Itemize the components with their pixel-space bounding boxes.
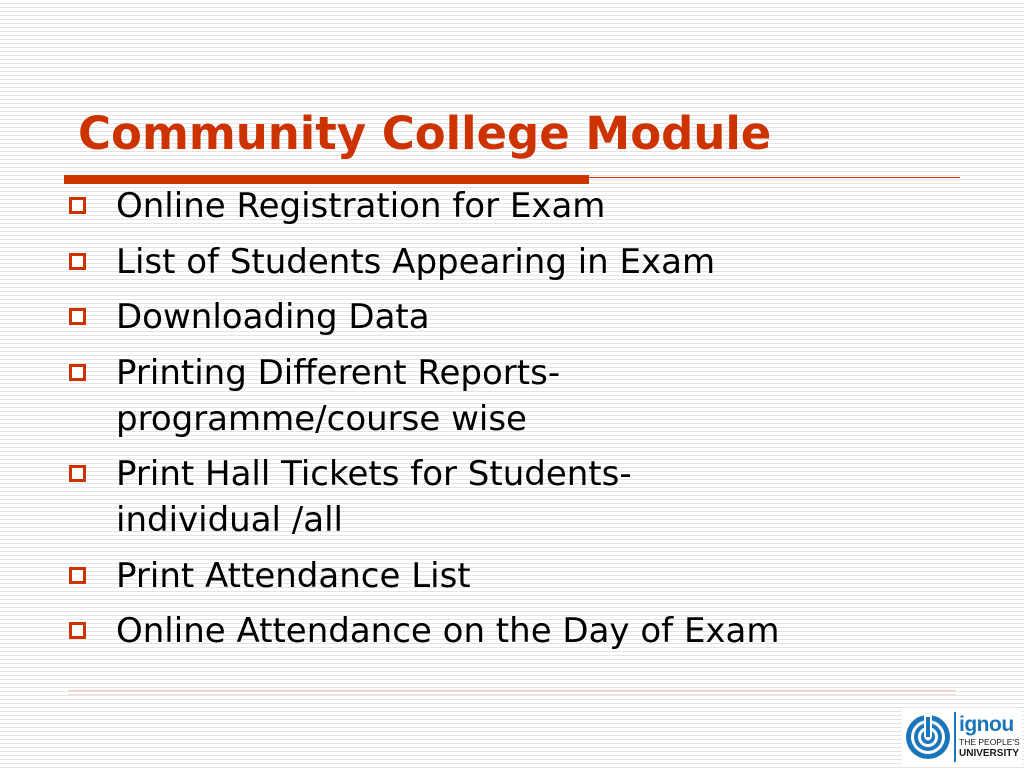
- bullet-text: List of Students Appearing in Exam: [116, 241, 716, 282]
- slide-title: Community College Module: [78, 107, 772, 160]
- bullet-text-line-2: individual /all: [116, 500, 343, 540]
- title-underline-thin: [589, 177, 960, 178]
- square-bullet-icon: [69, 364, 86, 381]
- square-bullet-icon: [69, 622, 86, 639]
- bullet-item: [66, 294, 986, 340]
- square-bullet-icon: [69, 197, 86, 214]
- logo-wordmark: ignou: [959, 713, 1014, 736]
- footer-divider: [68, 690, 956, 691]
- logo-divider: [954, 712, 956, 762]
- square-bullet-icon: [69, 567, 86, 584]
- logo-tagline-line-1: THE PEOPLE'S: [959, 737, 1020, 747]
- ignou-emblem-icon: [904, 713, 952, 761]
- bullet-item: [66, 350, 986, 442]
- bullet-text: Downloading Data: [116, 297, 430, 337]
- bullet-text-line-2: programme/course wise: [116, 398, 527, 439]
- bullet-item: [66, 553, 986, 599]
- logo-text-block: [959, 715, 1020, 759]
- bullet-text: Print Attendance List: [116, 555, 471, 596]
- footer-divider-secondary: [68, 694, 956, 695]
- bullet-text-line-1: Printing Different Reports-: [116, 352, 561, 393]
- square-bullet-icon: [69, 308, 86, 325]
- ignou-logo: [902, 708, 1022, 766]
- bullet-text: Online Registration for Exam: [116, 186, 606, 226]
- bullet-text: Online Attendance on the Day of Exam: [116, 611, 780, 651]
- bullet-item: [66, 183, 986, 229]
- bullet-text-line-1: Print Hall Tickets for Students-: [116, 454, 632, 494]
- bullet-item: [66, 239, 986, 285]
- bullet-item: [66, 451, 986, 543]
- square-bullet-icon: [69, 253, 86, 270]
- bullet-list: [66, 183, 986, 664]
- bullet-item: [66, 608, 986, 654]
- logo-tagline-line-2: UNIVERSITY: [959, 748, 1020, 759]
- square-bullet-icon: [69, 465, 86, 482]
